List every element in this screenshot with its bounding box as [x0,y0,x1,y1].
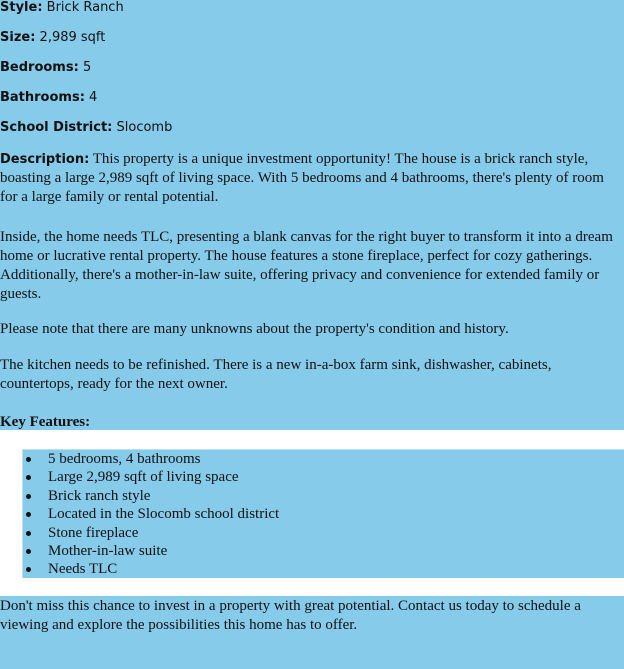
list-item [0,524,279,542]
list-item-text: Stone fireplace [48,524,139,541]
property-label: Size: [0,30,36,45]
bullet-icon [26,512,31,517]
bullet-icon [26,549,31,554]
list-item [0,468,279,486]
bullet-icon [26,494,31,499]
description-text: This property is a unique investment opportunity! The house is a brick ranch style, boasting a large 2,989 sqft of living space. With 5 bedrooms and 4 bathrooms, there's plenty of room for a large family or rental potential. [0,151,604,205]
property-bedrooms [0,60,91,76]
list-item-text: Needs TLC [48,561,118,578]
bullet-icon [26,567,31,572]
list-item [0,450,279,468]
interior-paragraph: Inside, the home needs TLC, presenting a blank canvas for the right buyer to transform it into a dream home or lucrative rental property. The house features a stone fireplace, perfect for cozy gatherings. Additionally, there's a mother-in-law suite, offering privacy and convenience for extended family or guests. [0,229,613,302]
kitchen-paragraph: The kitchen needs to be refinished. There is a new in-a-box farm sink, dishwasher, cabinets, countertops, ready for the next owner. [0,357,552,392]
list-item [0,487,279,505]
key-features-list [0,450,279,579]
description-label: Description: [0,152,90,167]
property-value: 2,989 sqft [39,30,106,45]
key-features-heading: Key Features: [0,414,91,430]
property-style [0,0,124,16]
list-item [0,542,279,560]
property-label: Bedrooms: [0,60,79,75]
list-item-text: Brick ranch style [48,487,151,504]
property-value: Brick Ranch [46,0,124,15]
list-item-text: Large 2,989 sqft of living space [48,469,239,486]
property-value: 5 [82,60,92,75]
list-item-text: 5 bedrooms, 4 bathrooms [48,451,201,467]
bullet-icon [26,457,31,462]
unknowns-paragraph: Please note that there are many unknowns about the property's condition and history. [0,321,509,337]
list-item-text: Mother-in-law suite [48,542,168,559]
list-item-text: Located in the Slocomb school district [48,506,280,523]
list-item [0,560,279,578]
property-label: Bathrooms: [0,90,85,105]
property-bathrooms [0,90,97,106]
description-paragraph [0,150,622,207]
property-label: School District: [0,120,113,135]
property-school-district [0,120,172,136]
closing-paragraph: Don't miss this chance to invest in a property with great potential. Contact us today to schedule a viewing and explore the possibilities this home has to offer. [0,598,581,633]
property-size [0,30,105,46]
bullet-icon [26,475,31,480]
bullet-icon [26,531,31,536]
list-item [0,505,279,523]
property-label: Style: [0,0,43,15]
property-value: Slocomb [116,120,173,135]
property-value: 4 [89,90,98,105]
